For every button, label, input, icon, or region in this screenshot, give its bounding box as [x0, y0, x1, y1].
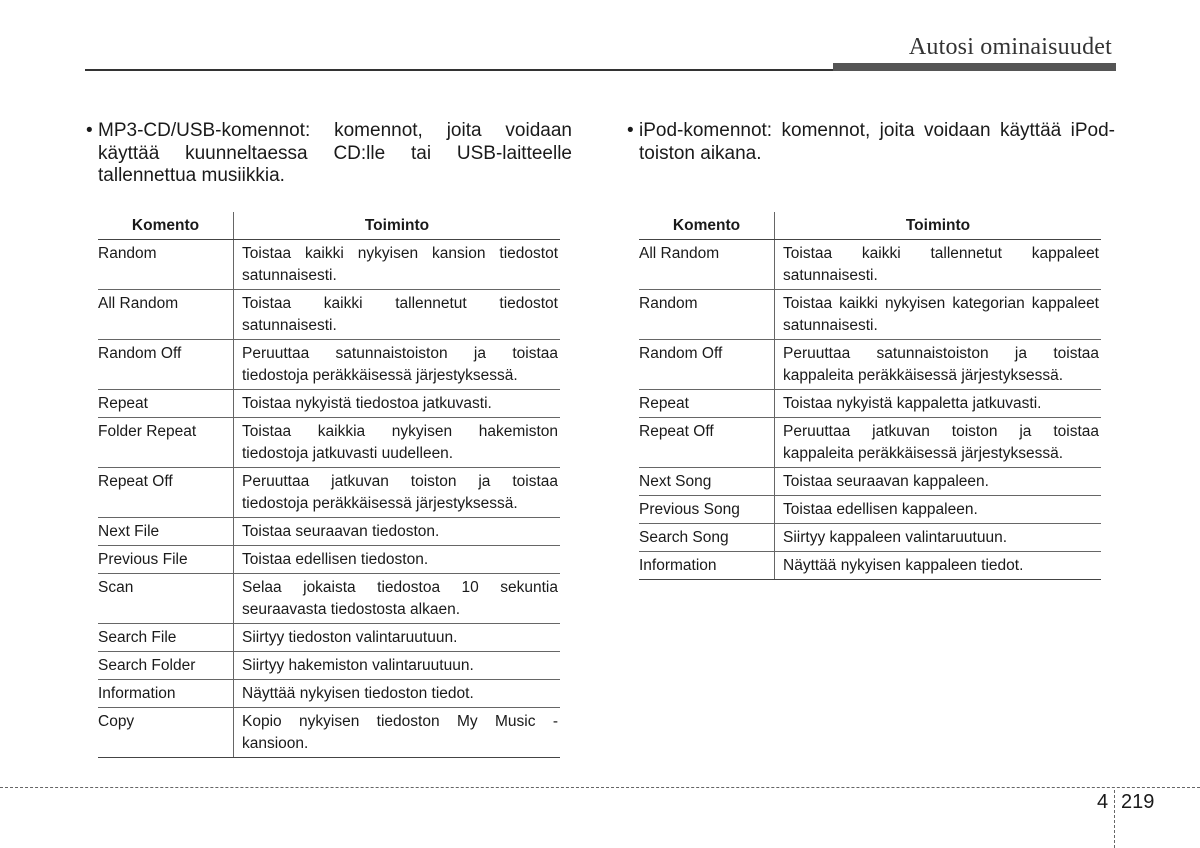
- command-cell: Random: [98, 240, 234, 290]
- command-cell: Search Song: [639, 524, 775, 552]
- command-cell: Scan: [98, 574, 234, 624]
- function-cell: Selaa jokaista tiedostoa 10 sekuntia seuraavasta tiedostosta alkaen.: [234, 574, 561, 624]
- function-cell: Toistaa kaikki nykyisen kansion tiedostot satunnaisesti.: [234, 240, 561, 290]
- command-cell: Repeat Off: [98, 468, 234, 518]
- mp3-usb-section: [86, 120, 572, 752]
- command-cell: All Random: [98, 290, 234, 340]
- command-cell: Information: [98, 680, 234, 708]
- table-header-row: [639, 212, 1101, 240]
- table-row: [98, 390, 560, 418]
- command-cell: Repeat Off: [639, 418, 775, 468]
- command-cell: Search File: [98, 624, 234, 652]
- ipod-command-table: [639, 212, 1101, 580]
- function-cell: Peruuttaa satunnaistoiston ja toistaa tiedostoja peräkkäisessä järjestyksessä.: [234, 340, 561, 390]
- function-cell: Toistaa edellisen tiedoston.: [234, 546, 561, 574]
- function-cell: Toistaa edellisen kappaleen.: [775, 496, 1102, 524]
- function-cell: Siirtyy hakemiston valintaruutuun.: [234, 652, 561, 680]
- page-number: 219: [1121, 791, 1155, 813]
- command-cell: Previous File: [98, 546, 234, 574]
- mp3-usb-table-body: [98, 240, 560, 758]
- command-cell: Next Song: [639, 468, 775, 496]
- table-row: [639, 340, 1101, 390]
- function-cell: Siirtyy tiedoston valintaruutuun.: [234, 624, 561, 652]
- column-header-command: Komento: [639, 212, 775, 240]
- command-cell: All Random: [639, 240, 775, 290]
- table-row: [639, 552, 1101, 580]
- function-cell: Kopio nykyisen tiedoston My Music -kansioon.: [234, 708, 561, 758]
- table-row: [98, 240, 560, 290]
- function-cell: Peruuttaa satunnaistoiston ja toistaa kappaleita peräkkäisessä järjestyksessä.: [775, 340, 1102, 390]
- page-number-divider: [1114, 790, 1115, 848]
- command-cell: Repeat: [98, 390, 234, 418]
- command-cell: Previous Song: [639, 496, 775, 524]
- function-cell: Toistaa nykyistä tiedostoa jatkuvasti.: [234, 390, 561, 418]
- header-rule: [85, 69, 833, 71]
- command-cell: Information: [639, 552, 775, 580]
- table-row: [98, 624, 560, 652]
- command-cell: Next File: [98, 518, 234, 546]
- bullet-icon: •: [86, 120, 93, 141]
- column-header-function: Toiminto: [234, 212, 561, 240]
- mp3-usb-command-table: [98, 212, 560, 758]
- table-row: [639, 496, 1101, 524]
- table-row: [98, 680, 560, 708]
- table-row: [98, 546, 560, 574]
- table-row: [98, 290, 560, 340]
- command-cell: Repeat: [639, 390, 775, 418]
- table-row: [98, 708, 560, 758]
- command-cell: Search Folder: [98, 652, 234, 680]
- bullet-icon: •: [627, 120, 634, 141]
- function-cell: Näyttää nykyisen kappaleen tiedot.: [775, 552, 1102, 580]
- footer-divider: [0, 787, 1200, 788]
- table-row: [639, 418, 1101, 468]
- function-cell: Peruuttaa jatkuvan toiston ja toistaa tiedostoja peräkkäisessä järjestyksessä.: [234, 468, 561, 518]
- table-row: [98, 340, 560, 390]
- function-cell: Toistaa kaikki tallennetut kappaleet satunnaisesti.: [775, 240, 1102, 290]
- table-row: [98, 418, 560, 468]
- table-row: [639, 290, 1101, 340]
- table-row: [639, 468, 1101, 496]
- function-cell: Näyttää nykyisen tiedoston tiedot.: [234, 680, 561, 708]
- table-row: [98, 468, 560, 518]
- ipod-section: [627, 120, 1115, 574]
- table-header-row: [98, 212, 560, 240]
- page-header-title: Autosi ominaisuudet: [908, 34, 1112, 60]
- ipod-intro-text: iPod-komennot: komennot, joita voidaan käyttää iPod-toiston aikana.: [639, 120, 1115, 164]
- command-cell: Random Off: [639, 340, 775, 390]
- function-cell: Toistaa nykyistä kappaletta jatkuvasti.: [775, 390, 1102, 418]
- table-row: [639, 524, 1101, 552]
- table-row: [98, 518, 560, 546]
- header-rule-accent: [833, 63, 1116, 71]
- chapter-number: 4: [1097, 791, 1109, 813]
- function-cell: Toistaa seuraavan tiedoston.: [234, 518, 561, 546]
- column-header-command: Komento: [98, 212, 234, 240]
- table-row: [639, 390, 1101, 418]
- command-cell: Copy: [98, 708, 234, 758]
- table-row: [639, 240, 1101, 290]
- mp3-usb-intro-text: MP3-CD/USB-komennot: komennot, joita voidaan käyttää kuunneltaessa CD:lle tai USB-laitteelle tallennettua musiikkia.: [98, 120, 572, 186]
- function-cell: Toistaa kaikki nykyisen kategorian kappaleet satunnaisesti.: [775, 290, 1102, 340]
- function-cell: Peruuttaa jatkuvan toiston ja toistaa kappaleita peräkkäisessä järjestyksessä.: [775, 418, 1102, 468]
- command-cell: Random: [639, 290, 775, 340]
- ipod-table-body: [639, 240, 1101, 580]
- command-cell: Folder Repeat: [98, 418, 234, 468]
- command-cell: Random Off: [98, 340, 234, 390]
- function-cell: Toistaa seuraavan kappaleen.: [775, 468, 1102, 496]
- function-cell: Siirtyy kappaleen valintaruutuun.: [775, 524, 1102, 552]
- function-cell: Toistaa kaikkia nykyisen hakemiston tiedostoja jatkuvasti uudelleen.: [234, 418, 561, 468]
- column-header-function: Toiminto: [775, 212, 1102, 240]
- function-cell: Toistaa kaikki tallennetut tiedostot satunnaisesti.: [234, 290, 561, 340]
- table-row: [98, 574, 560, 624]
- ipod-intro: [627, 120, 1115, 202]
- mp3-usb-intro: [86, 120, 572, 202]
- table-row: [98, 652, 560, 680]
